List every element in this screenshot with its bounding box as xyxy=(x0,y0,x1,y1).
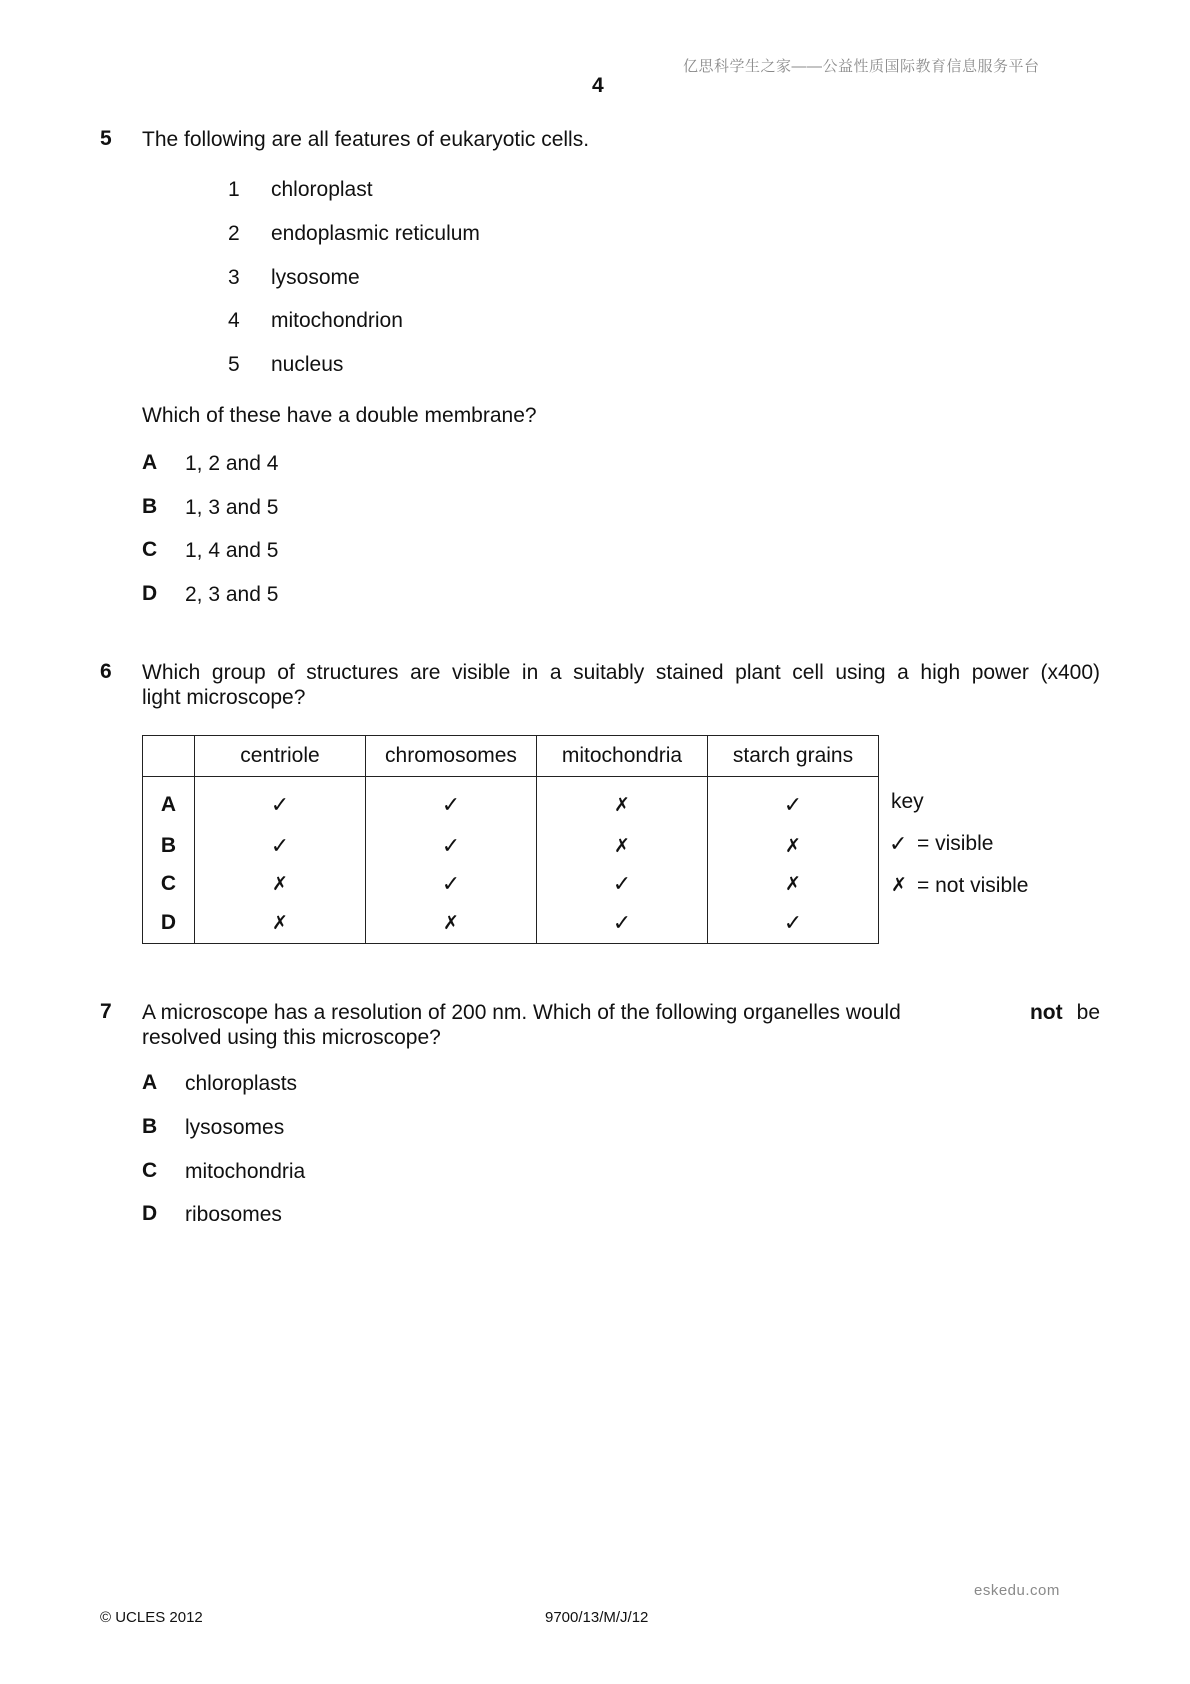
question-number-6: 6 xyxy=(100,660,112,683)
feature-number: 2 xyxy=(228,222,240,245)
option-text-b: 1, 3 and 5 xyxy=(185,496,279,519)
visibility-table xyxy=(142,735,879,944)
option-letter-d: D xyxy=(142,1202,158,1225)
option-letter-b: B xyxy=(142,495,158,518)
key-check-symbol: ✓ xyxy=(889,831,908,856)
check-mark: ✓ xyxy=(366,865,537,903)
feature-number: 4 xyxy=(228,309,240,332)
feature-text: nucleus xyxy=(271,353,344,376)
feature-text: endoplasmic reticulum xyxy=(271,222,480,245)
check-mark: ✓ xyxy=(708,903,879,944)
question-5-prompt: Which of these have a double membrane? xyxy=(142,404,537,427)
check-mark: ✓ xyxy=(195,777,366,828)
check-mark: ✓ xyxy=(537,903,708,944)
option-letter-c: C xyxy=(142,538,158,561)
option-letter-a: A xyxy=(142,1071,158,1094)
cross-mark: ✗ xyxy=(537,827,708,865)
question-6-stem-line2: light microscope? xyxy=(142,686,306,709)
option-text-c: 1, 4 and 5 xyxy=(185,539,279,562)
option-text-c: mitochondria xyxy=(185,1160,306,1183)
check-mark: ✓ xyxy=(195,827,366,865)
row-letter: A xyxy=(143,777,195,828)
key-not-visible-label: = not visible xyxy=(917,874,1029,897)
table-row xyxy=(143,777,879,828)
question-7-stem-bold: not xyxy=(1029,1001,1063,1024)
column-header: centriole xyxy=(195,736,366,777)
key-title: key xyxy=(891,790,924,813)
question-5-stem: The following are all features of eukaryotic cells. xyxy=(142,128,590,151)
cross-mark: ✗ xyxy=(195,865,366,903)
column-header: mitochondria xyxy=(537,736,708,777)
check-mark: ✓ xyxy=(366,827,537,865)
option-text-d: ribosomes xyxy=(185,1203,282,1226)
table-row xyxy=(143,903,879,944)
column-header: starch grains xyxy=(708,736,879,777)
check-mark: ✓ xyxy=(366,777,537,828)
table-header-row xyxy=(143,736,879,777)
question-7-stem-before-bold: A microscope has a resolution of 200 nm. Which of the following organelles would xyxy=(142,1001,901,1024)
feature-text: chloroplast xyxy=(271,178,373,201)
footer-site: eskedu.com xyxy=(974,1582,1060,1599)
column-header: chromosomes xyxy=(366,736,537,777)
question-7-stem-after-bold: be xyxy=(1076,1001,1100,1024)
footer-copyright: © UCLES 2012 xyxy=(100,1609,203,1626)
option-text-b: lysosomes xyxy=(185,1116,285,1139)
cross-mark: ✗ xyxy=(708,865,879,903)
row-letter: B xyxy=(143,827,195,865)
question-7-stem-line2: resolved using this microscope? xyxy=(142,1026,441,1049)
row-letter: C xyxy=(143,865,195,903)
feature-number: 1 xyxy=(228,178,240,201)
footer-paper-code: 9700/13/M/J/12 xyxy=(545,1609,649,1626)
cross-mark: ✗ xyxy=(366,903,537,944)
question-number-5: 5 xyxy=(100,127,112,150)
option-letter-b: B xyxy=(142,1115,158,1138)
key-cross-symbol: ✗ xyxy=(891,875,907,896)
option-letter-a: A xyxy=(142,451,158,474)
table-row xyxy=(143,827,879,865)
feature-number: 5 xyxy=(228,353,240,376)
option-text-a: 1, 2 and 4 xyxy=(185,452,279,475)
question-number-7: 7 xyxy=(100,1000,112,1023)
feature-text: lysosome xyxy=(271,266,360,289)
option-letter-c: C xyxy=(142,1159,158,1182)
table-row xyxy=(143,865,879,903)
check-mark: ✓ xyxy=(708,777,879,828)
question-6-stem-line1: Which group of structures are visible in a suitably stained plant cell using a high power (x400) xyxy=(142,661,1100,684)
option-text-a: chloroplasts xyxy=(185,1072,298,1095)
feature-number: 3 xyxy=(228,266,240,289)
row-letter: D xyxy=(143,903,195,944)
key-visible-label: = visible xyxy=(917,832,994,855)
header-watermark: 亿思科学生之家——公益性质国际教育信息服务平台 xyxy=(683,58,1040,75)
feature-text: mitochondrion xyxy=(271,309,403,332)
cross-mark: ✗ xyxy=(195,903,366,944)
cross-mark: ✗ xyxy=(537,777,708,828)
option-letter-d: D xyxy=(142,582,158,605)
page-number: 4 xyxy=(592,74,604,97)
option-text-d: 2, 3 and 5 xyxy=(185,583,279,606)
question-7-stem-line1 xyxy=(142,1000,1100,1026)
table-corner-cell xyxy=(143,736,195,777)
check-mark: ✓ xyxy=(537,865,708,903)
cross-mark: ✗ xyxy=(708,827,879,865)
